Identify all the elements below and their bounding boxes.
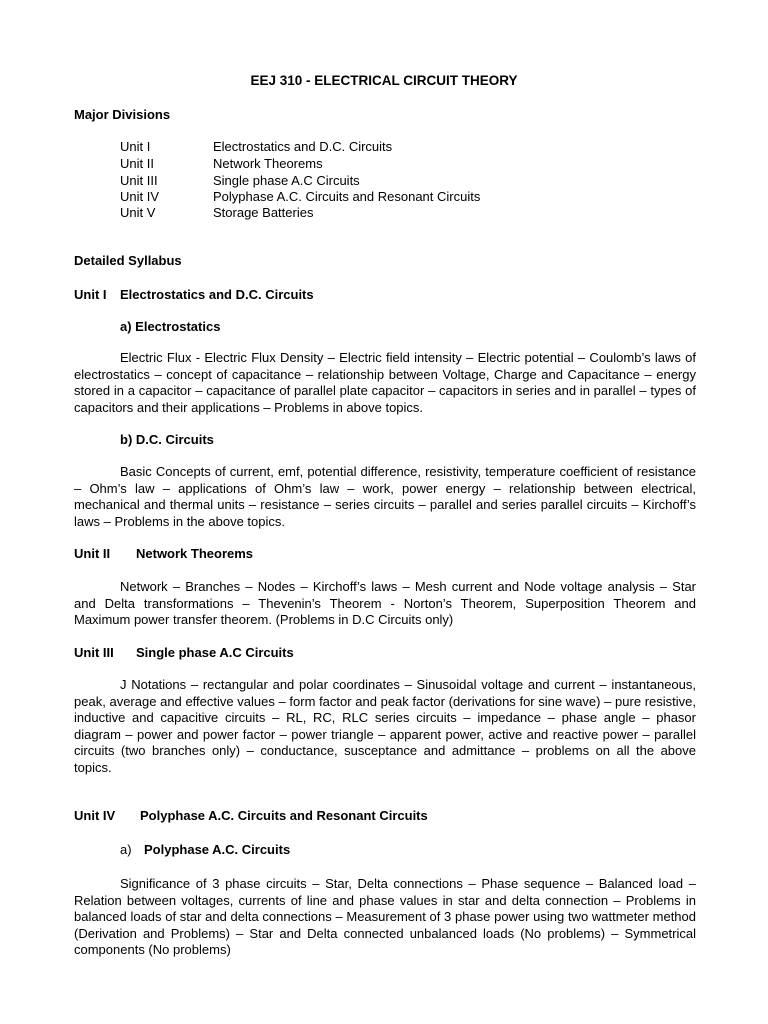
- unit4-title: Polyphase A.C. Circuits and Resonant Circuits: [140, 808, 428, 823]
- division-unit-label: Unit V: [120, 205, 156, 220]
- division-unit-label: Unit IV: [120, 189, 160, 204]
- unit2-title: Network Theorems: [136, 546, 254, 561]
- unit1-label: Unit I: [74, 287, 107, 302]
- division-unit-name: Storage Batteries: [213, 205, 314, 220]
- unit2-paragraph: Network – Branches – Nodes – Kirchoff’s laws – Mesh current and Node voltage analysis – Star and Delta transformations – Thevenin’s Theorem - Norton’s Theorem, Superposition Theorem and Maximum power transfer theorem. (Problems in D.C Circuits only): [74, 579, 696, 628]
- page-title: EEJ 310 - ELECTRICAL CIRCUIT THEORY: [250, 73, 518, 88]
- division-unit-name: Network Theorems: [213, 156, 323, 171]
- unit2-label: Unit II: [74, 546, 111, 561]
- division-unit-label: Unit II: [120, 156, 154, 171]
- unit1-paragraph-b: Basic Concepts of current, emf, potential difference, resistivity, temperature coefficient of resistance – Ohm’s law – applications of Ohm’s law – work, power energy – relationship between electrical, mechanical and thermal units – resistance – series circuits – parallel and series parallel circuits – Kirchoff’s laws – Problems in the above topics.: [74, 464, 696, 529]
- unit1-title: Electrostatics and D.C. Circuits: [120, 287, 314, 302]
- unit3-paragraph: J Notations – rectangular and polar coordinates – Sinusoidal voltage and current – instantaneous, peak, average and effective values – form factor and peak factor (derivations for sine wave) – pure resistive, inductive and capacitive circuits – RL, RC, RLC series circuits – impedance – phase angle – phasor diagram – power and power factor – power triangle – apparent power, active and reactive power – parallel circuits (two branches only) – conductance, susceptance and admittance – problems on all the above topics.: [74, 677, 696, 775]
- division-unit-name: Polyphase A.C. Circuits and Resonant Circuits: [213, 189, 481, 204]
- unit1-paragraph-a: Electric Flux - Electric Flux Density – Electric field intensity – Electric potential – Coulomb’s laws of electrostatics – concept of capacitance – relationship between Voltage, Charge and Capacitance – energy stored in a capacitor – capacitance of parallel plate capacitor – capacitors in series and in parallel – types of capacitors and their applications – Problems in above topics.: [74, 350, 696, 415]
- unit1-subheading-b: b) D.C. Circuits: [120, 432, 214, 447]
- detailed-syllabus-heading: Detailed Syllabus: [74, 253, 182, 268]
- unit4-subheading-a: Polyphase A.C. Circuits: [144, 842, 291, 857]
- unit1-subheading-a: a) Electrostatics: [120, 319, 221, 334]
- unit4-label: Unit IV: [74, 808, 116, 823]
- division-unit-name: Electrostatics and D.C. Circuits: [213, 139, 393, 154]
- unit3-label: Unit III: [74, 645, 114, 660]
- unit3-title: Single phase A.C Circuits: [136, 645, 294, 660]
- major-divisions-heading: Major Divisions: [74, 107, 171, 122]
- division-unit-label: Unit III: [120, 173, 158, 188]
- division-unit-label: Unit I: [120, 139, 151, 154]
- unit4-paragraph-a: Significance of 3 phase circuits – Star, Delta connections – Phase sequence – Balanced load – Relation between voltages, currents of line and phase values in star and delta connection – Problems in balanced loads of star and delta connections – Measurement of 3 phase power using two wattmeter method (Derivation and Problems) – Star and Delta connected unbalanced loads (No problems) – Symmetrical components (No problems): [74, 876, 696, 958]
- unit4-subheading-letter: a): [120, 842, 132, 857]
- division-unit-name: Single phase A.C Circuits: [213, 173, 360, 188]
